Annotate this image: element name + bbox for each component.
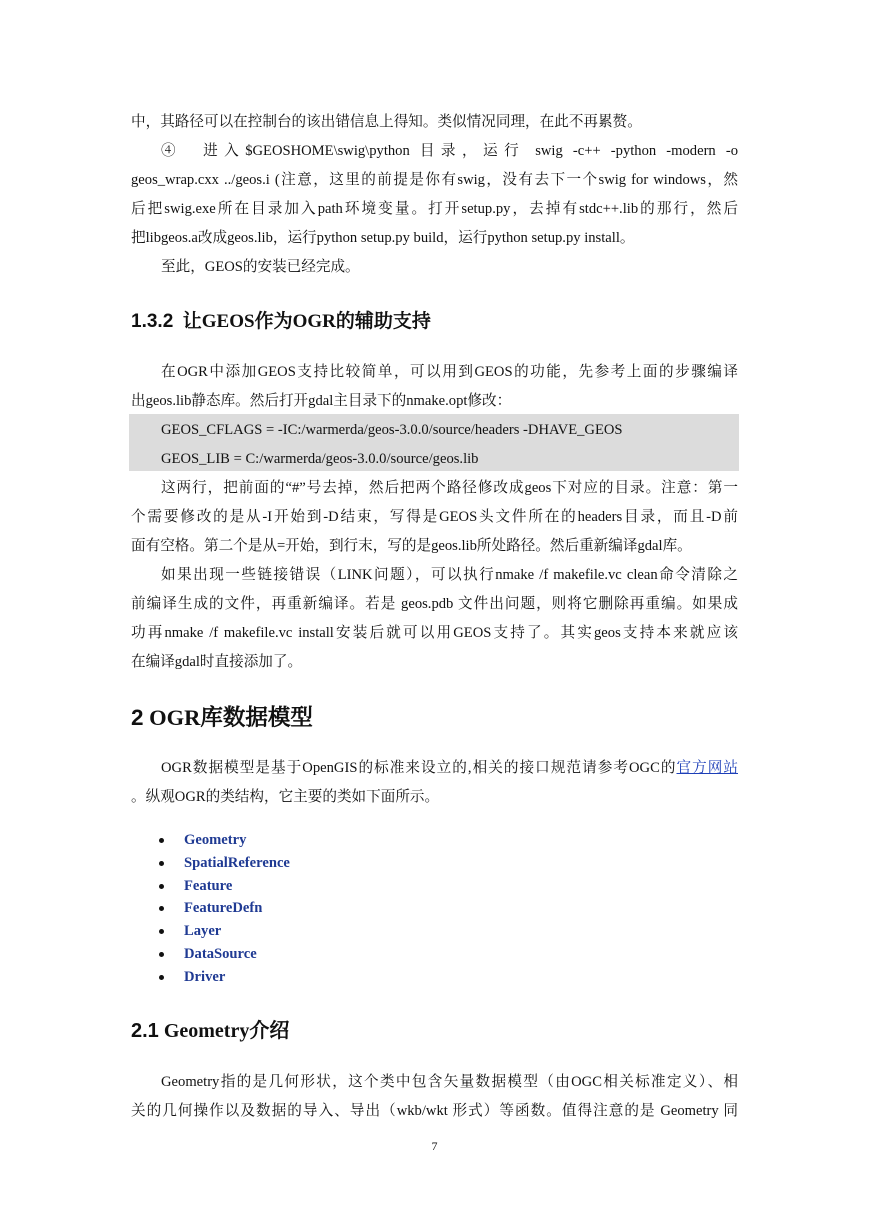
bullet-icon — [159, 929, 164, 934]
bullet-icon — [159, 884, 164, 889]
heading-title: 让GEOS作为OGR的辅助支持 — [182, 311, 431, 332]
code-block — [129, 414, 739, 471]
ogr-geos-paragraph-1 — [131, 358, 738, 416]
class-name: Geometry — [184, 832, 247, 848]
list-item — [131, 966, 290, 989]
para1-line-2: 出geos.lib静态库。然后打开gdal主目录下的nmake.opt修改： — [131, 393, 512, 409]
heading-2 — [131, 700, 738, 732]
done-paragraph — [131, 253, 738, 282]
class-name: FeatureDefn — [184, 900, 263, 917]
list-item — [131, 875, 290, 898]
heading-number: 2 — [131, 705, 144, 730]
bullet-icon — [159, 952, 164, 957]
model-line-1 — [131, 754, 738, 783]
bullet-icon — [159, 838, 164, 843]
model-line-1-text: OGR数据模型是基于OpenGIS的标准来设立的,相关的接口规范请参考OGC的 — [161, 760, 677, 776]
intro-line: 中，其路径可以在控制台的该出错信息上得知。类似情况同理，在此不再累赘。 — [131, 114, 642, 130]
step4-line-3: 后把swig.exe所在目录加入path环境变量。打开setup.py，去掉有stdc++.lib的那行，然后 — [131, 201, 738, 217]
list-item — [131, 829, 290, 852]
heading-number: 2.1 — [131, 1020, 159, 1042]
bullet-icon — [159, 861, 164, 866]
para3-line-3: 功再nmake /f makefile.vc install安装后就可以用GEOS支持了。其实geos支持本来就应该 — [131, 625, 738, 641]
bullet-icon — [159, 906, 164, 911]
heading-title: OGR库数据模型 — [149, 705, 313, 730]
heading-2-1 — [131, 1014, 738, 1043]
class-name: SpatialReference — [184, 854, 290, 871]
heading-title: Geometry介绍 — [163, 1020, 290, 1042]
class-name: DataSource — [184, 945, 257, 962]
step4-line-1: ④ 进入$GEOSHOME\swig\python 目录，运行 swig -c++ -python -modern -o — [161, 143, 738, 159]
code-line-1: GEOS_CFLAGS = -IC:/warmerda/geos-3.0.0/source/headers -DHAVE_GEOS — [161, 422, 623, 438]
done-line: 至此，GEOS的安装已经完成。 — [161, 259, 360, 275]
para1-line-1: 在OGR中添加GEOS支持比较简单，可以用到GEOS的功能，先参考上面的步骤编译 — [161, 364, 738, 380]
model-line-2: 。纵观OGR的类结构，它主要的类如下面所示。 — [131, 789, 440, 805]
step4-line-4: 把libgeos.a改成geos.lib，运行python setup.py build，运行python setup.py install。 — [131, 230, 635, 246]
geometry-line-2: 关的几何操作以及数据的导入、导出（wkb/wkt 形式）等函数。值得注意的是 Geometry 同 — [131, 1103, 738, 1119]
page-number: 7 — [431, 1139, 438, 1153]
list-item — [131, 943, 290, 966]
class-list — [131, 829, 290, 989]
para3-line-2: 前编译生成的文件，再重新编译。若是 geos.pdb 文件出问题，则将它删除再重编。如果成 — [131, 596, 738, 612]
ogr-geos-paragraph-2 — [131, 474, 738, 561]
code-line-2: GEOS_LIB = C:/warmerda/geos-3.0.0/source/geos.lib — [161, 451, 479, 467]
geometry-line-1: Geometry指的是几何形状，这个类中包含矢量数据模型（由OGC相关标准定义）、相 — [161, 1074, 738, 1090]
para2-line-1: 这两行，把前面的“#”号去掉，然后把两个路径修改成geos下对应的目录。注意：第一 — [161, 480, 738, 496]
geometry-paragraph — [131, 1068, 738, 1126]
para3-line-1: 如果出现一些链接错误（LINK问题），可以执行nmake /f makefile.vc clean命令清除之 — [161, 567, 738, 583]
list-item — [131, 920, 290, 943]
heading-1-3-2 — [131, 306, 738, 333]
para3-line-4: 在编译gdal时直接添加了。 — [131, 654, 303, 670]
list-item — [131, 897, 290, 920]
para2-line-2: 个需要修改的是从-I开始到-D结束，写得是GEOS头文件所在的headers目录，而且-D前 — [131, 509, 738, 525]
class-name: Driver — [184, 968, 226, 985]
class-name: Feature — [184, 877, 233, 894]
step4-line-2: geos_wrap.cxx ../geos.i (注意，这里的前提是你有swig，没有去下一个swig for windows，然 — [131, 172, 738, 188]
intro-paragraph — [131, 108, 738, 137]
class-name: Layer — [184, 923, 222, 940]
ogr-model-paragraph — [131, 754, 738, 812]
list-item — [131, 852, 290, 875]
official-site-link[interactable]: 官方网站 — [676, 760, 738, 776]
ogr-geos-paragraph-3 — [131, 561, 738, 677]
heading-number: 1.3.2 — [131, 311, 174, 332]
step4-paragraph — [131, 137, 738, 253]
bullet-icon — [159, 975, 164, 980]
para2-line-3: 面有空格。第二个是从=开始，到行末，写的是geos.lib所处路径。然后重新编译gdal库。 — [131, 538, 692, 554]
